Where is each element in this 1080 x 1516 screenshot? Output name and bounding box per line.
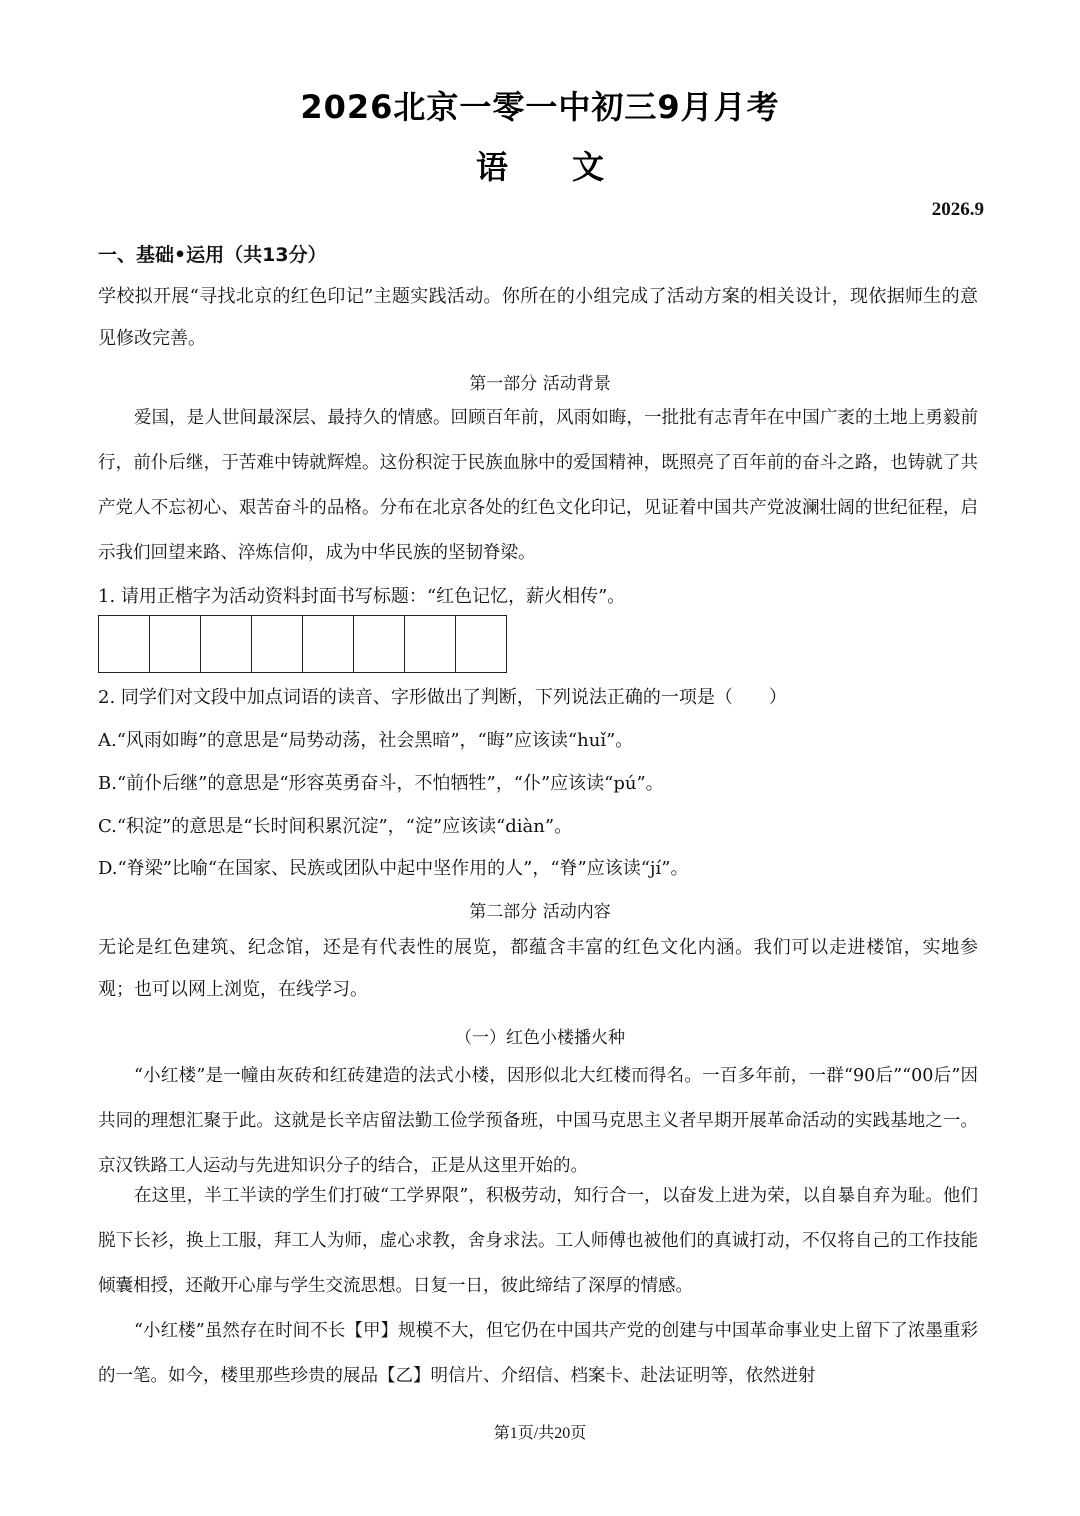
question-1: 1. 请用正楷字为活动资料封面书写标题：“红色记忆，薪火相传”。 [98,586,626,607]
subject-title: 语 文 [475,148,604,186]
exam-date: 2026.9 [931,199,984,220]
writing-grid[interactable] [98,615,507,673]
part2-heading: 第二部分 活动内容 [469,902,611,922]
option-d[interactable]: D.“脊梁”比喻“在国家、民族或团队中起中坚作用的人”，“脊”应该读“jí”。 [98,858,689,879]
part1-heading: 第一部分 活动背景 [469,374,611,394]
page-number: 第1页/共20页 [493,1425,587,1442]
intro-paragraph: 学校拟开展“寻找北京的红色印记”主题实践活动。你所在的小组完成了活动方案的相关设计，现依据师生的意见修改完善。 [98,286,978,349]
article-paragraph-1: “小红楼”是一幢由灰砖和红砖建造的法式小楼，因形似北大红楼而得名。一百多年前，一群“90后”“00后”因共同的理想汇聚于此。这就是长辛店留法勤工俭学预备班，中国马克思主义者早期开展革命活动的实践基地之一。京汉铁路工人运动与先进知识分子的结合，正是从这里开始的。 [98,1066,978,1176]
writing-box[interactable] [150,616,201,672]
writing-box[interactable] [405,616,456,672]
part1-paragraph: 爱国，是人世间最深层、最持久的情感。回顾百年前，风雨如晦，一批批有志青年在中国广袤的土地上勇毅前行，前仆后继，于苦难中铸就辉煌。这份积淀于民族血脉中的爱国精神，既照亮了百年前的奋斗之路，也铸就了共产党人不忘初心、艰苦奋斗的品格。分布在北京各处的红色文化印记，见证着中国共产党波澜壮阔的世纪征程，启示我们回望来路、淬炼信仰，成为中华民族的坚韧脊梁。 [98,408,978,563]
option-a[interactable]: A.“风雨如晦”的意思是“局势动荡，社会黑暗”，“晦”应该读“huǐ”。 [98,730,634,751]
writing-box[interactable] [456,616,507,672]
writing-box[interactable] [354,616,405,672]
subsection-heading: （一）红色小楼播火种 [455,1028,625,1048]
article-paragraph-3: “小红楼”虽然存在时间不长【甲】规模不大，但它仍在中国共产党的创建与中国革命事业史上留下了浓墨重彩的一笔。如今，楼里那些珍贵的展品【乙】明信片、介绍信、档案卡、赴法证明等，依然迸射 [98,1321,978,1386]
writing-box[interactable] [252,616,303,672]
option-b[interactable]: B.“前仆后继”的意思是“形容英勇奋斗，不怕牺牲”，“仆”应该读“pú”。 [98,773,664,794]
writing-box[interactable] [303,616,354,672]
article-paragraph-2: 在这里，半工半读的学生们打破“工学界限”，积极劳动，知行合一，以奋发上进为荣，以自暴自弃为耻。他们脱下长衫，换上工服，拜工人为师，虚心求教，舍身求法。工人师傅也被他们的真诚打动，不仅将自己的工作技能倾囊相授，还敞开心扉与学生交流思想。日复一日，彼此缔结了深厚的情感。 [98,1186,978,1296]
writing-box[interactable] [99,616,150,672]
part2-paragraph: 无论是红色建筑、纪念馆，还是有代表性的展览，都蕴含丰富的红色文化内涵。我们可以走进楼馆，实地参观；也可以网上浏览，在线学习。 [98,937,978,1000]
option-c[interactable]: C.“积淀”的意思是“长时间积累沉淀”，“淀”应该读“diàn”。 [98,816,573,837]
question-2: 2. 同学们对文段中加点词语的读音、字形做出了判断，下列说法正确的一项是（ ） [98,687,787,708]
section-heading: 一、基础•运用（共13分） [98,244,327,266]
writing-box[interactable] [201,616,252,672]
exam-title: 2026北京一零一中初三9月月考 [300,88,780,126]
